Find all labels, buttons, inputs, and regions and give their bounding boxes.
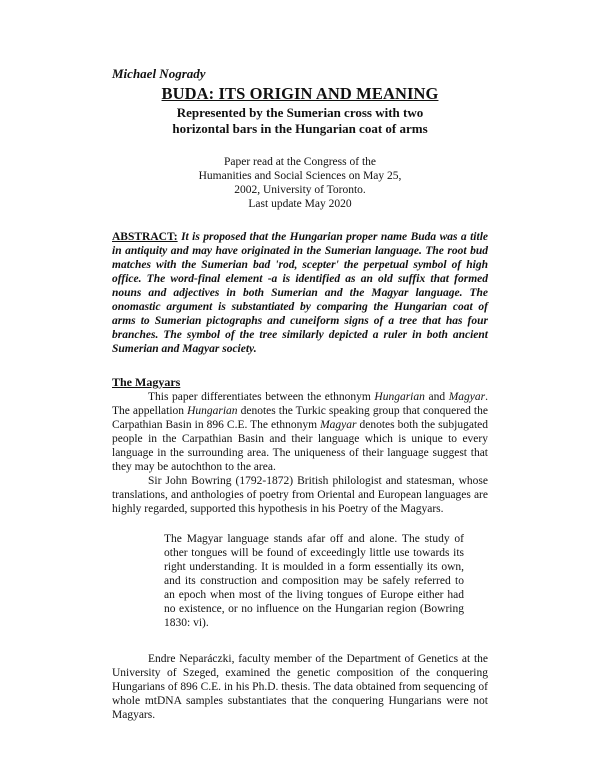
emphasis-magyar: Magyar xyxy=(448,391,486,403)
text-run: denotes the Turkic speaking group that conquered the Carpathian Basin in 896 C.E. The ethnonym xyxy=(112,405,488,431)
block-quote: The Magyar language stands afar off and alone. The study of other tongues will be found of exceedingly little use towards its right understanding. It is moulded in a form essentially its own, and its construction and composition may be safely referred to an epoch when most of the living tongues of Europe either had no existence, or no influence on the Hungarian region (Bowring 1830: vi). xyxy=(164,533,464,629)
abstract-text: It is proposed that the Hungarian proper name Buda was a title in antiquity and may have originated in the Sumerian language. The root bud matches with the Sumerian bad 'rod, scepter' the perpetual symbol of high office. The word-final element -a is identified as an old suffix that formed nouns and adjectives in both Sumerian and the Magyar language. The onomastic argument is substantiated by comparing the Hungarian coat of arms to Sumerian pictographs and cuneiform signs of a tree that has four branches. The symbol of the tree similarly depicted a ruler in both ancient Sumerian and Magyar society. xyxy=(112,231,489,355)
text-run: and xyxy=(424,391,449,403)
author-name: Michael Nogrady xyxy=(112,66,206,81)
venue-line-1: Paper read at the Congress of the xyxy=(223,156,376,168)
paragraph-ethnonyms xyxy=(112,390,488,474)
subtitle-line-2: horizontal bars in the Hungarian coat of arms xyxy=(172,121,428,136)
abstract-label: ABSTRACT: xyxy=(112,231,178,243)
text-run: denotes both the subjugated people in the Carpathian Basin and their language which is unique to every language in the surrounding area. The uniqueness of their language suggest that they may be autochthon to the area. xyxy=(112,419,488,473)
section-heading: The Magyars xyxy=(112,375,181,389)
abstract xyxy=(112,230,488,356)
venue-note xyxy=(112,155,488,211)
emphasis-hungarian: Hungarian xyxy=(187,405,238,417)
text-run: . The appellation xyxy=(112,391,488,417)
venue-line-3: 2002, University of Toronto. xyxy=(234,184,366,196)
emphasis-hungarian: Hungarian xyxy=(374,391,425,403)
paper-subtitle xyxy=(112,105,488,137)
emphasis-magyar: Magyar xyxy=(320,419,357,431)
paper-title: BUDA: ITS ORIGIN AND MEANING xyxy=(161,84,439,103)
subtitle-line-1: Represented by the Sumerian cross with two xyxy=(176,105,424,120)
paragraph-neparaczki: Endre Neparáczki, faculty member of the Department of Genetics at the University of Szeged, examined the genetic composition of the conquering Hungarians of 896 C.E. in his Ph.D. thesis. The data obtained from sequencing of whole mtDNA samples substantiates that the conquering Hungarians were not Magyars. xyxy=(112,653,488,721)
document-page xyxy=(112,66,488,722)
venue-line-2: Humanities and Social Sciences on May 25, xyxy=(198,170,402,182)
paragraph-bowring: Sir John Bowring (1792-1872) British philologist and statesman, whose translations, and anthologies of poetry from Oriental and European languages are highly regarded, supported this hypothesis in his Poetry of the Magyars. xyxy=(112,475,488,515)
venue-line-4: Last update May 2020 xyxy=(248,198,352,210)
text-run: This paper differentiates between the ethnonym xyxy=(148,391,375,403)
